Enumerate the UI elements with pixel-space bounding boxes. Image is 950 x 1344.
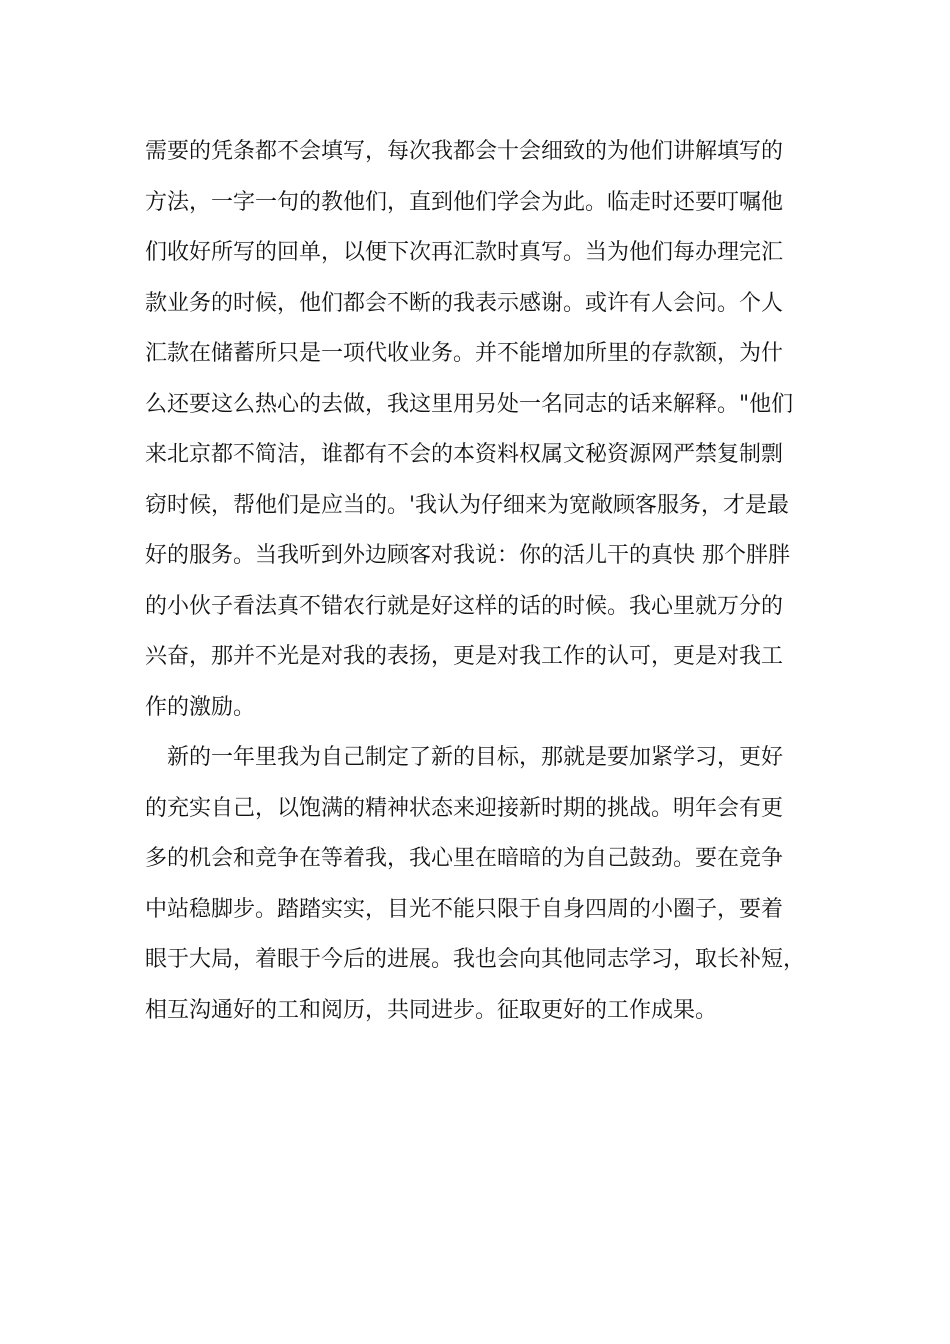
- text-line: 汇款在储蓄所只是一项代收业务。并不能增加所里的存款额，为什: [145, 341, 784, 366]
- text-line: 的充实自己，以饱满的精神状态来迎接新时期的挑战。明年会有更: [145, 795, 784, 821]
- text-line: 中站稳脚步。踏踏实实，目光不能只限于自身四周的小圈子，要着: [145, 896, 784, 922]
- text-line: 来北京都不简洁，谁都有不会的本资料权属文秘资源网严禁复制剽: [145, 442, 784, 467]
- text-line: 的小伙子看法真不错农行就是好这样的话的时候。我心里就万分的: [145, 593, 784, 619]
- text-line: 眼于大局，着眼于今后的进展。我也会向其他同志学习，取长补短，: [145, 947, 806, 972]
- text-line: 需要的凭条都不会填写，每次我都会十会细致的为他们讲解填写的: [145, 139, 784, 164]
- text-line: 窃时候，帮他们是应当的。'我认为仔细来为宽敞顾客服务，才是最: [145, 492, 790, 518]
- text-line: 款业务的时候，他们都会不断的我表示感谢。或许有人会问。个人: [145, 290, 784, 316]
- text-line: 相互沟通好的工和阅历，共同进步。征取更好的工作成果。: [145, 997, 718, 1023]
- paragraph-1: [145, 127, 835, 733]
- body-text: [145, 127, 835, 1036]
- text-line: 新的一年里我为自己制定了新的目标，那就是要加紧学习，更好: [167, 745, 784, 770]
- text-line: 作的激励。: [145, 694, 256, 720]
- text-line: 多的机会和竞争在等着我，我心里在暗暗的为自己鼓劲。要在竞争: [145, 846, 784, 871]
- paragraph-2: [145, 733, 835, 1036]
- text-line: 们收好所写的回单，以便下次再汇款时真写。当为他们每办理完汇: [145, 240, 784, 265]
- text-line: 么还要这么热心的去做，我这里用另处一名同志的话来解释。"他们: [145, 391, 794, 417]
- text-line: 好的服务。当我听到外边顾客对我说：你的活儿干的真快 那个胖胖: [145, 543, 790, 568]
- text-line: 方法，一字一句的教他们，直到他们学会为此。临走时还要叮嘱他: [145, 189, 784, 215]
- text-line: 兴奋，那并不光是对我的表扬，更是对我工作的认可，更是对我工: [145, 644, 784, 669]
